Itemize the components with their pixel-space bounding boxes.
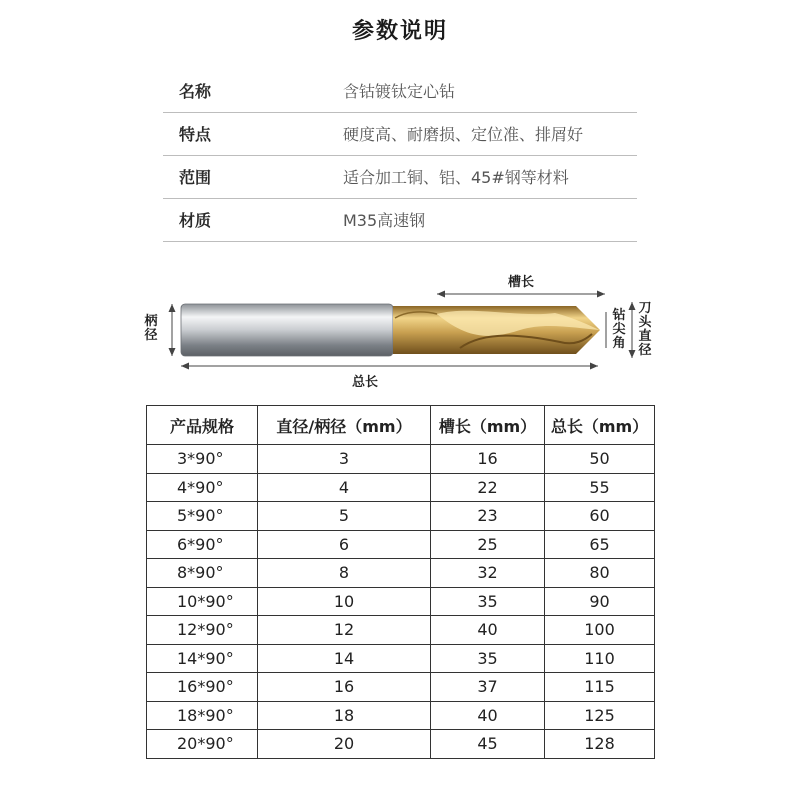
spec-value: 适合加工铜、铝、45#钢等材料 [343,168,569,187]
table-cell: 80 [545,559,655,588]
column-header: 总长（mm） [545,406,655,445]
table-cell: 16 [431,445,545,474]
table-cell: 55 [545,473,655,502]
table-row [147,616,655,645]
table-cell: 45 [431,730,545,759]
arrow-down-icon [629,350,636,358]
table-cell: 8 [258,559,431,588]
arrow-right-icon [597,291,605,298]
table-cell: 10 [258,587,431,616]
spec-list [163,70,637,242]
tip-angle-label: 钻 尖 角 [612,308,626,351]
table-cell: 35 [431,587,545,616]
drill-body [393,306,600,354]
table-cell: 115 [545,673,655,702]
cutter-diameter-label: 刀 头 直 径 [638,301,652,358]
table-cell: 12*90° [147,616,258,645]
arrow-right-icon [590,363,598,370]
table-row [147,445,655,474]
arrow-down-icon [169,348,176,356]
arrow-left-icon [437,291,445,298]
table-row [147,502,655,531]
spec-value: M35高速钢 [343,211,426,230]
table-cell: 5 [258,502,431,531]
table-row [147,587,655,616]
table-row [147,644,655,673]
table-cell: 40 [431,616,545,645]
table-cell: 20*90° [147,730,258,759]
arrow-up-icon [629,302,636,310]
table-row [147,673,655,702]
table-cell: 12 [258,616,431,645]
table-header-row [147,406,655,445]
table-cell: 6*90° [147,530,258,559]
spec-label: 特点 [179,125,212,144]
table-cell: 4*90° [147,473,258,502]
table-cell: 18*90° [147,701,258,730]
table-cell: 50 [545,445,655,474]
flute-length-label: 槽长 [507,275,535,290]
table-row [147,730,655,759]
table-cell: 3 [258,445,431,474]
spec-row-features [163,113,637,156]
table-cell: 90 [545,587,655,616]
table-row [147,473,655,502]
table-cell: 37 [431,673,545,702]
table-cell: 5*90° [147,502,258,531]
table-cell: 16 [258,673,431,702]
table-cell: 128 [545,730,655,759]
size-table [146,405,655,759]
spec-value: 硬度高、耐磨损、定位准、排屑好 [343,125,584,144]
column-header: 槽长（mm） [431,406,545,445]
table-row [147,559,655,588]
spec-label: 范围 [179,168,212,187]
table-cell: 40 [431,701,545,730]
table-cell: 100 [545,616,655,645]
table-row [147,701,655,730]
table-cell: 3*90° [147,445,258,474]
spec-value: 含钴镀钛定心钻 [343,82,456,101]
table-cell: 60 [545,502,655,531]
table-cell: 22 [431,473,545,502]
total-length-label: 总长 [351,375,379,390]
spec-row-range [163,156,637,199]
table-cell: 20 [258,730,431,759]
spec-row-material [163,199,637,242]
column-header: 直径/柄径（mm） [258,406,431,445]
table-cell: 23 [431,502,545,531]
spec-label: 材质 [179,211,212,230]
table-cell: 16*90° [147,673,258,702]
table-cell: 65 [545,530,655,559]
column-header: 产品规格 [147,406,258,445]
spec-row-name [163,70,637,113]
table-row [147,530,655,559]
table-cell: 10*90° [147,587,258,616]
table-cell: 35 [431,644,545,673]
table-cell: 110 [545,644,655,673]
spec-label: 名称 [179,82,212,101]
table-cell: 125 [545,701,655,730]
table-cell: 18 [258,701,431,730]
table-cell: 14 [258,644,431,673]
table-cell: 14*90° [147,644,258,673]
table-cell: 8*90° [147,559,258,588]
drill-shank [181,304,393,356]
table-cell: 6 [258,530,431,559]
table-cell: 25 [431,530,545,559]
page-title: 参数说明 [351,19,448,44]
arrow-up-icon [169,304,176,312]
shank-diameter-label: 柄 径 [144,314,158,343]
table-cell: 4 [258,473,431,502]
table-cell: 32 [431,559,545,588]
arrow-left-icon [181,363,189,370]
